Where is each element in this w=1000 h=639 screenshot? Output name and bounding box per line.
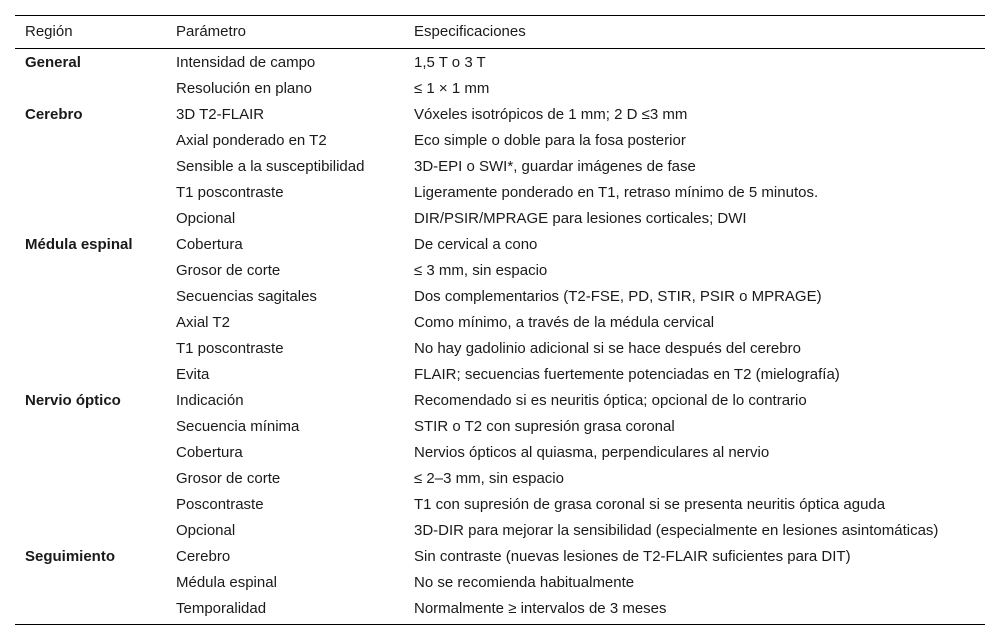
specification-cell: ≤ 1 × 1 mm [414, 80, 490, 97]
parameter-cell: Resolución en plano [176, 80, 312, 97]
specification-cell: Nervios ópticos al quiasma, perpendiculares al nervio [414, 444, 770, 461]
table-row [15, 518, 985, 544]
region-cell: Médula espinal [25, 236, 133, 253]
parameter-cell: Axial ponderado en T2 [176, 132, 327, 149]
table-row [15, 128, 985, 154]
parameter-cell: Cerebro [176, 548, 231, 565]
region-cell [15, 310, 166, 336]
specification-cell: DIR/PSIR/MPRAGE para lesiones corticales; DWI [414, 210, 747, 227]
table-row [15, 76, 985, 102]
table-row [15, 336, 985, 362]
specification-cell: ≤ 3 mm, sin espacio [414, 262, 548, 279]
region-cell [15, 596, 166, 625]
parameter-cell: Sensible a la susceptibilidad [176, 158, 365, 175]
specification-cell: Ligeramente ponderado en T1, retraso mínimo de 5 minutos. [414, 184, 819, 201]
table-row [15, 310, 985, 336]
parameter-cell: T1 poscontraste [176, 340, 284, 357]
parameter-cell: Grosor de corte [176, 470, 281, 487]
table-row [15, 570, 985, 596]
specification-cell: STIR o T2 con supresión grasa coronal [414, 418, 675, 435]
specification-cell: Normalmente ≥ intervalos de 3 meses [414, 600, 667, 617]
parameter-cell: Evita [176, 366, 210, 383]
table-row [15, 284, 985, 310]
table-row [15, 206, 985, 232]
region-cell [15, 492, 166, 518]
specification-cell: Sin contraste (nuevas lesiones de T2-FLAIR suficientes para DIT) [414, 548, 851, 565]
region-cell [15, 570, 166, 596]
specification-cell: 3D-DIR para mejorar la sensibilidad (especialmente en lesiones asintomáticas) [414, 522, 939, 539]
parameter-cell: Opcional [176, 522, 236, 539]
header-region: Región [25, 23, 73, 40]
region-cell [15, 180, 166, 206]
specification-cell: Recomendado si es neuritis óptica; opcional de lo contrario [414, 392, 807, 409]
specification-cell: FLAIR; secuencias fuertemente potenciadas en T2 (mielografía) [414, 366, 840, 383]
header-row [15, 16, 985, 49]
table-row [15, 388, 985, 414]
specification-cell: De cervical a cono [414, 236, 538, 253]
parameter-cell: Indicación [176, 392, 244, 409]
region-cell: Seguimiento [25, 548, 116, 565]
parameter-cell: Poscontraste [176, 496, 264, 513]
region-cell [15, 258, 166, 284]
parameter-cell: Cobertura [176, 444, 243, 461]
parameter-cell: Temporalidad [176, 600, 267, 617]
table-row [15, 180, 985, 206]
region-cell [15, 128, 166, 154]
header-specifications: Especificaciones [414, 23, 526, 40]
parameter-cell: Axial T2 [176, 314, 230, 331]
specification-cell: 3D-EPI o SWI*, guardar imágenes de fase [414, 158, 696, 175]
parameter-cell: T1 poscontraste [176, 184, 284, 201]
specification-cell: Como mínimo, a través de la médula cervical [414, 314, 715, 331]
region-cell: Nervio óptico [25, 392, 121, 409]
parameter-cell: Cobertura [176, 236, 243, 253]
table-row [15, 258, 985, 284]
specification-cell: No se recomienda habitualmente [414, 574, 635, 591]
header-parameter: Parámetro [176, 23, 247, 40]
specification-cell: 1,5 T o 3 T [414, 54, 486, 71]
table-row [15, 596, 985, 625]
table-row [15, 492, 985, 518]
table-row [15, 154, 985, 180]
region-cell [15, 336, 166, 362]
specification-cell: T1 con supresión de grasa coronal si se presenta neuritis óptica aguda [414, 496, 886, 513]
region-cell [15, 154, 166, 180]
table-row [15, 102, 985, 128]
region-cell [15, 466, 166, 492]
table-row [15, 49, 985, 77]
specification-cell: ≤ 2–3 mm, sin espacio [414, 470, 564, 487]
parameter-cell: Médula espinal [176, 574, 277, 591]
parameter-cell: Opcional [176, 210, 236, 227]
region-cell [15, 440, 166, 466]
region-cell: Cerebro [25, 106, 83, 123]
region-cell: General [25, 54, 81, 71]
region-cell [15, 362, 166, 388]
region-cell [15, 518, 166, 544]
specification-cell: Eco simple o doble para la fosa posterior [414, 132, 686, 149]
parameter-cell: Grosor de corte [176, 262, 281, 279]
region-cell [15, 206, 166, 232]
parameter-cell: Secuencia mínima [176, 418, 300, 435]
table-row [15, 544, 985, 570]
specification-cell: Dos complementarios (T2-FSE, PD, STIR, PSIR o MPRAGE) [414, 288, 822, 305]
mri-protocol-table [15, 15, 985, 625]
parameter-cell: Secuencias sagitales [176, 288, 317, 305]
parameter-cell: Intensidad de campo [176, 54, 316, 71]
table-row [15, 232, 985, 258]
table-row [15, 466, 985, 492]
table-row [15, 440, 985, 466]
region-cell [15, 414, 166, 440]
region-cell [15, 284, 166, 310]
table-row [15, 414, 985, 440]
region-cell [15, 76, 166, 102]
specification-cell: No hay gadolinio adicional si se hace después del cerebro [414, 340, 801, 357]
table-row [15, 362, 985, 388]
specification-cell: Vóxeles isotrópicos de 1 mm; 2 D ≤3 mm [414, 106, 688, 123]
parameter-cell: 3D T2-FLAIR [176, 106, 265, 123]
